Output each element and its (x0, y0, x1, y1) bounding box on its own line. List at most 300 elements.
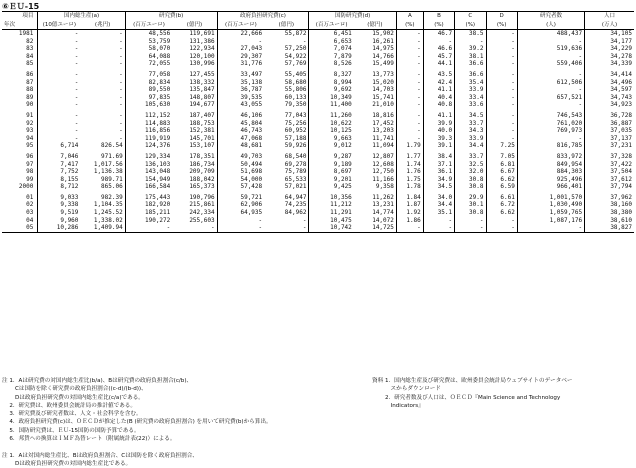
table-row (2, 45, 634, 53)
table-cell: - (396, 71, 423, 79)
table-cell: 769,973 (517, 127, 584, 135)
sources-block (372, 377, 634, 410)
unit-label: (%) (486, 21, 517, 30)
table-cell: - (74, 52, 79, 60)
table-cell: 166,584 (144, 183, 171, 191)
table-cell: 761,020 (517, 120, 584, 128)
table-cell: - (80, 71, 125, 79)
table-cell: 69,278 (264, 161, 309, 169)
table-cell: - (486, 79, 517, 87)
table-cell: 14,975 (354, 45, 397, 53)
table-cell: 145,701 (172, 135, 217, 143)
table-cell: 60,952 (264, 127, 309, 135)
header-b: B (423, 12, 454, 21)
table-cell: 1,087,176 (517, 217, 584, 225)
table-cell: - (486, 45, 517, 53)
table-cell: 47,068 (240, 134, 263, 142)
table-cell: 29,307 (240, 52, 263, 60)
table-cell: - (396, 101, 423, 109)
table-cell: 1,017.56 (80, 161, 125, 169)
table-cell: 36.1 (423, 168, 454, 176)
table-cell: - (80, 86, 125, 94)
table-cell: 32.5 (455, 161, 486, 169)
header-unit-row (2, 21, 634, 30)
table-cell: 46,743 (240, 127, 263, 135)
table-cell: 37,612 (610, 175, 632, 183)
year-cell: 94 (2, 135, 38, 143)
table-row (2, 201, 634, 209)
table-cell: 175,443 (144, 193, 171, 201)
table-cell: 40.8 (423, 101, 454, 109)
table-cell: - (517, 71, 584, 79)
table-cell: - (396, 86, 423, 94)
table-cell: - (486, 60, 517, 68)
table-cell: - (74, 127, 79, 135)
table-cell: 34,177 (610, 37, 632, 45)
table-cell: - (264, 217, 309, 225)
table-row (2, 194, 634, 202)
table-cell: 18,816 (354, 112, 397, 120)
header-gov-funded-rd: 政府負担研究費(c) (217, 12, 309, 21)
table-cell: 21,010 (354, 101, 397, 109)
header-a: A (396, 12, 423, 21)
table-cell: - (423, 224, 454, 232)
year-cell: 1981 (2, 30, 38, 38)
table-cell: 49,703 (240, 152, 263, 160)
header-defense-rd: 国防研究費(d) (309, 12, 396, 21)
unit-label: (億円) (264, 21, 309, 30)
table-cell: 58,070 (148, 45, 171, 53)
table-cell: 48,556 (148, 30, 171, 37)
table-cell: 13,231 (354, 201, 397, 209)
table-cell: 33.4 (455, 94, 486, 102)
table-cell: 10,125 (330, 127, 352, 135)
year-cell: 95 (2, 142, 38, 150)
table-cell: 34.5 (423, 183, 454, 191)
table-cell: - (80, 101, 125, 109)
table-cell: 15,902 (354, 30, 397, 38)
table-cell: 1,409.94 (80, 224, 125, 232)
statistics-table (2, 11, 634, 233)
header-rd-expenditure: 研究費(b) (125, 12, 217, 21)
table-cell: 33.9 (455, 86, 486, 94)
note-line: 2．研究費は、欧州委員会統計局の推計値である。 (2, 402, 136, 409)
table-cell: 46,106 (240, 111, 263, 119)
table-cell: 9,287 (333, 152, 352, 160)
table-cell: 9,663 (333, 134, 352, 142)
table-cell: 6.61 (486, 194, 517, 202)
table-cell: - (80, 53, 125, 61)
year-cell: 04 (2, 217, 38, 225)
table-cell: 89,550 (148, 86, 171, 94)
table-cell: 7.25 (486, 142, 517, 150)
table-cell: 41.1 (423, 86, 454, 94)
unit-label: (億円) (172, 21, 217, 30)
table-cell: 75,256 (264, 120, 309, 128)
table-cell: 9,201 (333, 175, 352, 183)
table-row (2, 168, 634, 176)
table-cell: - (396, 120, 423, 128)
unit-label: (万人) (585, 21, 634, 30)
unit-label: (百万ユーロ) (217, 21, 264, 30)
table-cell: 11,291 (330, 209, 352, 217)
table-cell: - (486, 101, 517, 109)
table-cell: 97,835 (148, 93, 171, 101)
table-cell: 120,100 (172, 53, 217, 61)
table-cell: 84,962 (264, 209, 309, 217)
table-cell: 38.5 (455, 30, 486, 38)
table-cell: 11,741 (354, 135, 397, 143)
table-cell: 187,407 (172, 112, 217, 120)
table-cell: 64,088 (148, 52, 171, 60)
table-cell: 12,750 (354, 168, 397, 176)
table-cell: 33,497 (240, 70, 263, 78)
table-cell: 38,610 (610, 216, 632, 224)
table-cell: 9,358 (354, 183, 397, 191)
year-cell: 85 (2, 60, 38, 68)
corner-item-label: 項目 (2, 12, 38, 21)
table-cell: 37,422 (610, 160, 632, 168)
table-cell: 746,543 (517, 112, 584, 120)
table-cell: - (517, 101, 584, 109)
year-cell: 86 (2, 71, 38, 79)
table-cell: - (486, 38, 517, 46)
year-cell: 87 (2, 79, 38, 87)
table-cell: 45,804 (240, 119, 263, 127)
table-cell: 37,504 (610, 168, 632, 176)
table-cell: 9,519 (60, 209, 79, 217)
table-cell: 14,072 (354, 217, 397, 225)
table-cell: 39.9 (423, 120, 454, 128)
note-line: Dは政府負担研究費の対国内総生産比である。 (2, 460, 132, 467)
table-cell: 34.4 (455, 142, 486, 150)
table-cell: 34,496 (610, 78, 632, 86)
table-cell: 57,188 (264, 135, 309, 143)
table-cell: 40.0 (423, 127, 454, 135)
table-cell: 33.9 (455, 135, 486, 143)
table-cell: 14,725 (354, 224, 397, 232)
table-cell: 79,350 (264, 101, 309, 109)
table-cell: 1,338.02 (80, 217, 125, 225)
table-cell: - (455, 217, 486, 225)
table-cell: 14,703 (354, 86, 397, 94)
unit-label: (10億ユーロ) (38, 21, 81, 30)
table-cell: 154,949 (144, 175, 171, 183)
table-cell: 6.59 (486, 183, 517, 191)
table-cell: 37,035 (610, 127, 632, 135)
table-row (2, 86, 634, 94)
table-cell: 6.72 (486, 201, 517, 209)
table-cell: 9,012 (333, 142, 352, 150)
table-cell: - (264, 224, 309, 232)
table-cell: 36,787 (240, 86, 263, 94)
table-cell: 1.78 (396, 183, 423, 191)
table-cell: 14,774 (354, 209, 397, 217)
table-cell: - (423, 38, 454, 46)
year-cell: 88 (2, 86, 38, 94)
unit-label: (百万ユーロ) (125, 21, 172, 30)
note-line: 3．研究費及び研究者数は、人文・社会科学を含む。 (2, 411, 142, 418)
table-cell: 1.86 (396, 217, 423, 225)
table-cell: 30.8 (455, 209, 486, 217)
header-gdp: 国内総生産(a) (38, 12, 125, 21)
table-cell: - (486, 86, 517, 94)
table-cell: 242,334 (172, 209, 217, 217)
table-cell: 39,535 (240, 93, 263, 101)
table-cell: - (258, 37, 263, 45)
year-cell: 99 (2, 176, 38, 184)
table-cell: 42.4 (423, 79, 454, 87)
table-cell: 34,229 (610, 45, 632, 53)
table-cell: 10,622 (330, 119, 352, 127)
table-cell: - (486, 127, 517, 135)
table-cell: - (80, 38, 125, 46)
table-cell: 15,499 (354, 60, 397, 68)
table-cell: 6.62 (486, 176, 517, 184)
table-cell: 34.4 (423, 201, 454, 209)
table-cell: 136,103 (144, 160, 171, 168)
table-cell: 966,401 (517, 183, 584, 191)
table-cell: 6.67 (486, 168, 517, 176)
table-cell: 38,380 (610, 209, 632, 217)
source-line: 資料 1．国内総生産及び研究費は、欧州委員会統計局ウェブサイトのデータベー (372, 378, 573, 384)
table-cell: 8,526 (333, 60, 352, 68)
table-row (2, 209, 634, 217)
table-cell: 57,250 (264, 45, 309, 53)
table-row (2, 38, 634, 46)
table-cell: 57,769 (264, 60, 309, 68)
table-cell: - (80, 120, 125, 128)
table-cell: 10,356 (330, 193, 352, 201)
note-line: Cは国防を除く研究費の政府負担割合((c-d)/(b-d))、 (2, 386, 147, 393)
table-cell: 17,452 (354, 120, 397, 128)
year-cell: 98 (2, 168, 38, 176)
table-cell: 255,603 (172, 217, 217, 225)
unit-label: (百万ユーロ) (309, 21, 354, 30)
note-line: Dは政府負担研究費の対国内総生産比(c/a)である。 (2, 394, 144, 401)
table-cell: 1.92 (396, 209, 423, 217)
table-cell: - (396, 94, 423, 102)
note-line (2, 443, 382, 451)
table-cell: - (258, 216, 263, 224)
table-cell: 44.1 (423, 60, 454, 68)
table-cell: 1.87 (396, 201, 423, 209)
table-cell: - (74, 86, 79, 94)
table-cell: 833,972 (517, 153, 584, 161)
table-cell: - (80, 127, 125, 135)
table-cell: 190,272 (144, 216, 171, 224)
table-cell: - (80, 45, 125, 53)
table-cell: - (486, 30, 517, 38)
unit-label: (%) (396, 21, 423, 30)
table-cell: 62,906 (240, 201, 263, 209)
table-row (2, 101, 634, 109)
table-cell: 27,043 (240, 45, 263, 53)
header-c: C (455, 12, 486, 21)
table-cell: 54,922 (264, 53, 309, 61)
notes-block (2, 377, 382, 468)
table-cell: - (423, 217, 454, 225)
table-cell: 38.4 (423, 153, 454, 161)
source-line: Indicators』 (372, 402, 424, 409)
year-cell: 93 (2, 127, 38, 135)
table-cell: 43.5 (423, 71, 454, 79)
table-cell: 54,000 (240, 175, 263, 183)
table-cell: 215,861 (172, 201, 217, 209)
table-cell: 612,506 (517, 79, 584, 87)
table-cell: 30.8 (455, 176, 486, 184)
table-cell: 35.1 (423, 209, 454, 217)
table-cell: 82,834 (148, 78, 171, 86)
table-cell: - (74, 134, 79, 142)
table-cell: 8,327 (333, 70, 352, 78)
table-cell: 10,349 (330, 93, 352, 101)
table-cell: - (517, 86, 584, 94)
table-cell: 1,030,490 (517, 201, 584, 209)
table-cell: 925,496 (517, 176, 584, 184)
table-cell: - (74, 101, 79, 109)
table-cell: 182,920 (144, 201, 171, 209)
year-cell: 84 (2, 53, 38, 61)
table-cell: 7,074 (333, 45, 352, 53)
table-cell: 65,533 (264, 176, 309, 184)
table-cell: 186,734 (172, 161, 217, 169)
table-cell: - (517, 38, 584, 46)
table-row (2, 153, 634, 161)
table-cell: 55,806 (264, 86, 309, 94)
table-cell: 982.39 (80, 194, 125, 202)
table-cell: - (80, 94, 125, 102)
table-cell: 11,212 (330, 201, 352, 209)
table-row (2, 135, 634, 143)
table-row (2, 224, 634, 232)
year-cell: 96 (2, 153, 38, 161)
table-cell: 11,262 (354, 194, 397, 202)
table-cell: 1.79 (396, 142, 423, 150)
table-cell: - (486, 112, 517, 120)
table-cell: 37,794 (610, 183, 632, 191)
table-cell: 37,962 (610, 193, 632, 201)
table-cell: 9,033 (60, 193, 79, 201)
table-cell: 33.7 (455, 153, 486, 161)
table-cell: 148,807 (172, 94, 217, 102)
table-cell: 185,211 (144, 209, 171, 217)
table-cell: - (455, 224, 486, 232)
table-cell: 55,872 (264, 30, 309, 38)
table-cell: 190,796 (172, 194, 217, 202)
table-cell: 57,428 (240, 183, 263, 191)
table-cell: 8,155 (60, 175, 79, 183)
table-cell: 31,776 (240, 60, 263, 68)
table-cell: 6,653 (333, 37, 352, 45)
table-cell: 11,094 (354, 142, 397, 150)
table-cell: 7,752 (60, 168, 79, 176)
corner-year-label: 年次 (2, 21, 38, 30)
table-cell: - (486, 71, 517, 79)
note-line: 5．国防研究費は、ＥＵ-15国防の国防予算である。 (2, 427, 140, 434)
table-cell: 57,021 (264, 183, 309, 191)
table-cell: 10,475 (330, 216, 352, 224)
table-cell: 64,935 (240, 209, 263, 217)
table-cell: 38,827 (585, 224, 634, 232)
table-cell: - (396, 38, 423, 46)
year-cell: 02 (2, 201, 38, 209)
table-row (2, 127, 634, 135)
table-cell: 37,231 (610, 142, 632, 150)
table-cell: 13,203 (354, 127, 397, 135)
table-cell: 1,104.35 (80, 201, 125, 209)
table-cell: 826.54 (80, 142, 125, 150)
header-population: 人口 (585, 12, 634, 21)
table-cell: 9,338 (60, 201, 79, 209)
table-cell: 989.71 (80, 176, 125, 184)
table-cell: - (396, 60, 423, 68)
year-cell: 83 (2, 45, 38, 53)
table-cell: 75,789 (264, 168, 309, 176)
table-cell: 53,759 (148, 37, 171, 45)
table-cell: 10,286 (38, 224, 81, 232)
table-cell: - (264, 38, 309, 46)
table-cell: 38,160 (610, 201, 632, 209)
table-cell: 33.7 (455, 120, 486, 128)
table-cell: 22,666 (240, 30, 263, 37)
table-cell: 657,521 (517, 94, 584, 102)
table-cell: 39.1 (423, 142, 454, 150)
table-cell: 119,691 (172, 30, 217, 38)
table-cell: 135,847 (172, 86, 217, 94)
table-cell: 6,714 (60, 142, 79, 150)
source-line: 2．研究者数及び人口は、ＯＥＣＤ『Main Science and Technology (372, 394, 561, 401)
table-cell: 34.5 (455, 112, 486, 120)
table-cell: 34,339 (610, 60, 632, 68)
table-cell: 1,059,765 (517, 209, 584, 217)
header-d: D (486, 12, 517, 21)
table-cell: 34,743 (610, 93, 632, 101)
table-cell: 488,437 (517, 30, 584, 38)
table-cell: 50,494 (240, 160, 263, 168)
table-cell: 74,235 (264, 201, 309, 209)
unit-label: (%) (423, 21, 454, 30)
table-cell: - (80, 112, 125, 120)
table-cell: - (80, 30, 125, 38)
table-cell: 114,883 (144, 119, 171, 127)
table-cell: 112,152 (144, 111, 171, 119)
table-cell: 48,681 (240, 142, 263, 150)
table-cell: - (486, 53, 517, 61)
table-cell: 64,947 (264, 194, 309, 202)
table-cell: 11,166 (354, 176, 397, 184)
note-line: 4．政府負担研究費(c)は、ＯＥＣＤが推定した(B (研究費の政府負担割合) を用いて研究費(b)から算出。 (2, 419, 272, 426)
table-cell: 34.3 (455, 127, 486, 135)
table-cell: 9,692 (333, 86, 352, 94)
table-cell: - (74, 30, 79, 37)
table-cell: 37,137 (610, 134, 632, 142)
table-cell: 194,677 (172, 101, 217, 109)
year-cell: 89 (2, 94, 38, 102)
table-cell: - (74, 45, 79, 53)
table-cell: 37,328 (610, 152, 632, 160)
table-cell: - (80, 60, 125, 68)
table-cell: 143,048 (144, 168, 171, 176)
table-cell: 14,766 (354, 53, 397, 61)
table-cell: 43,055 (240, 101, 263, 109)
table-cell: - (396, 45, 423, 53)
table-cell: 127,455 (172, 71, 217, 79)
table-cell: - (486, 94, 517, 102)
table-cell: - (80, 135, 125, 143)
table-cell: 15,020 (354, 79, 397, 87)
table-row (2, 183, 634, 191)
